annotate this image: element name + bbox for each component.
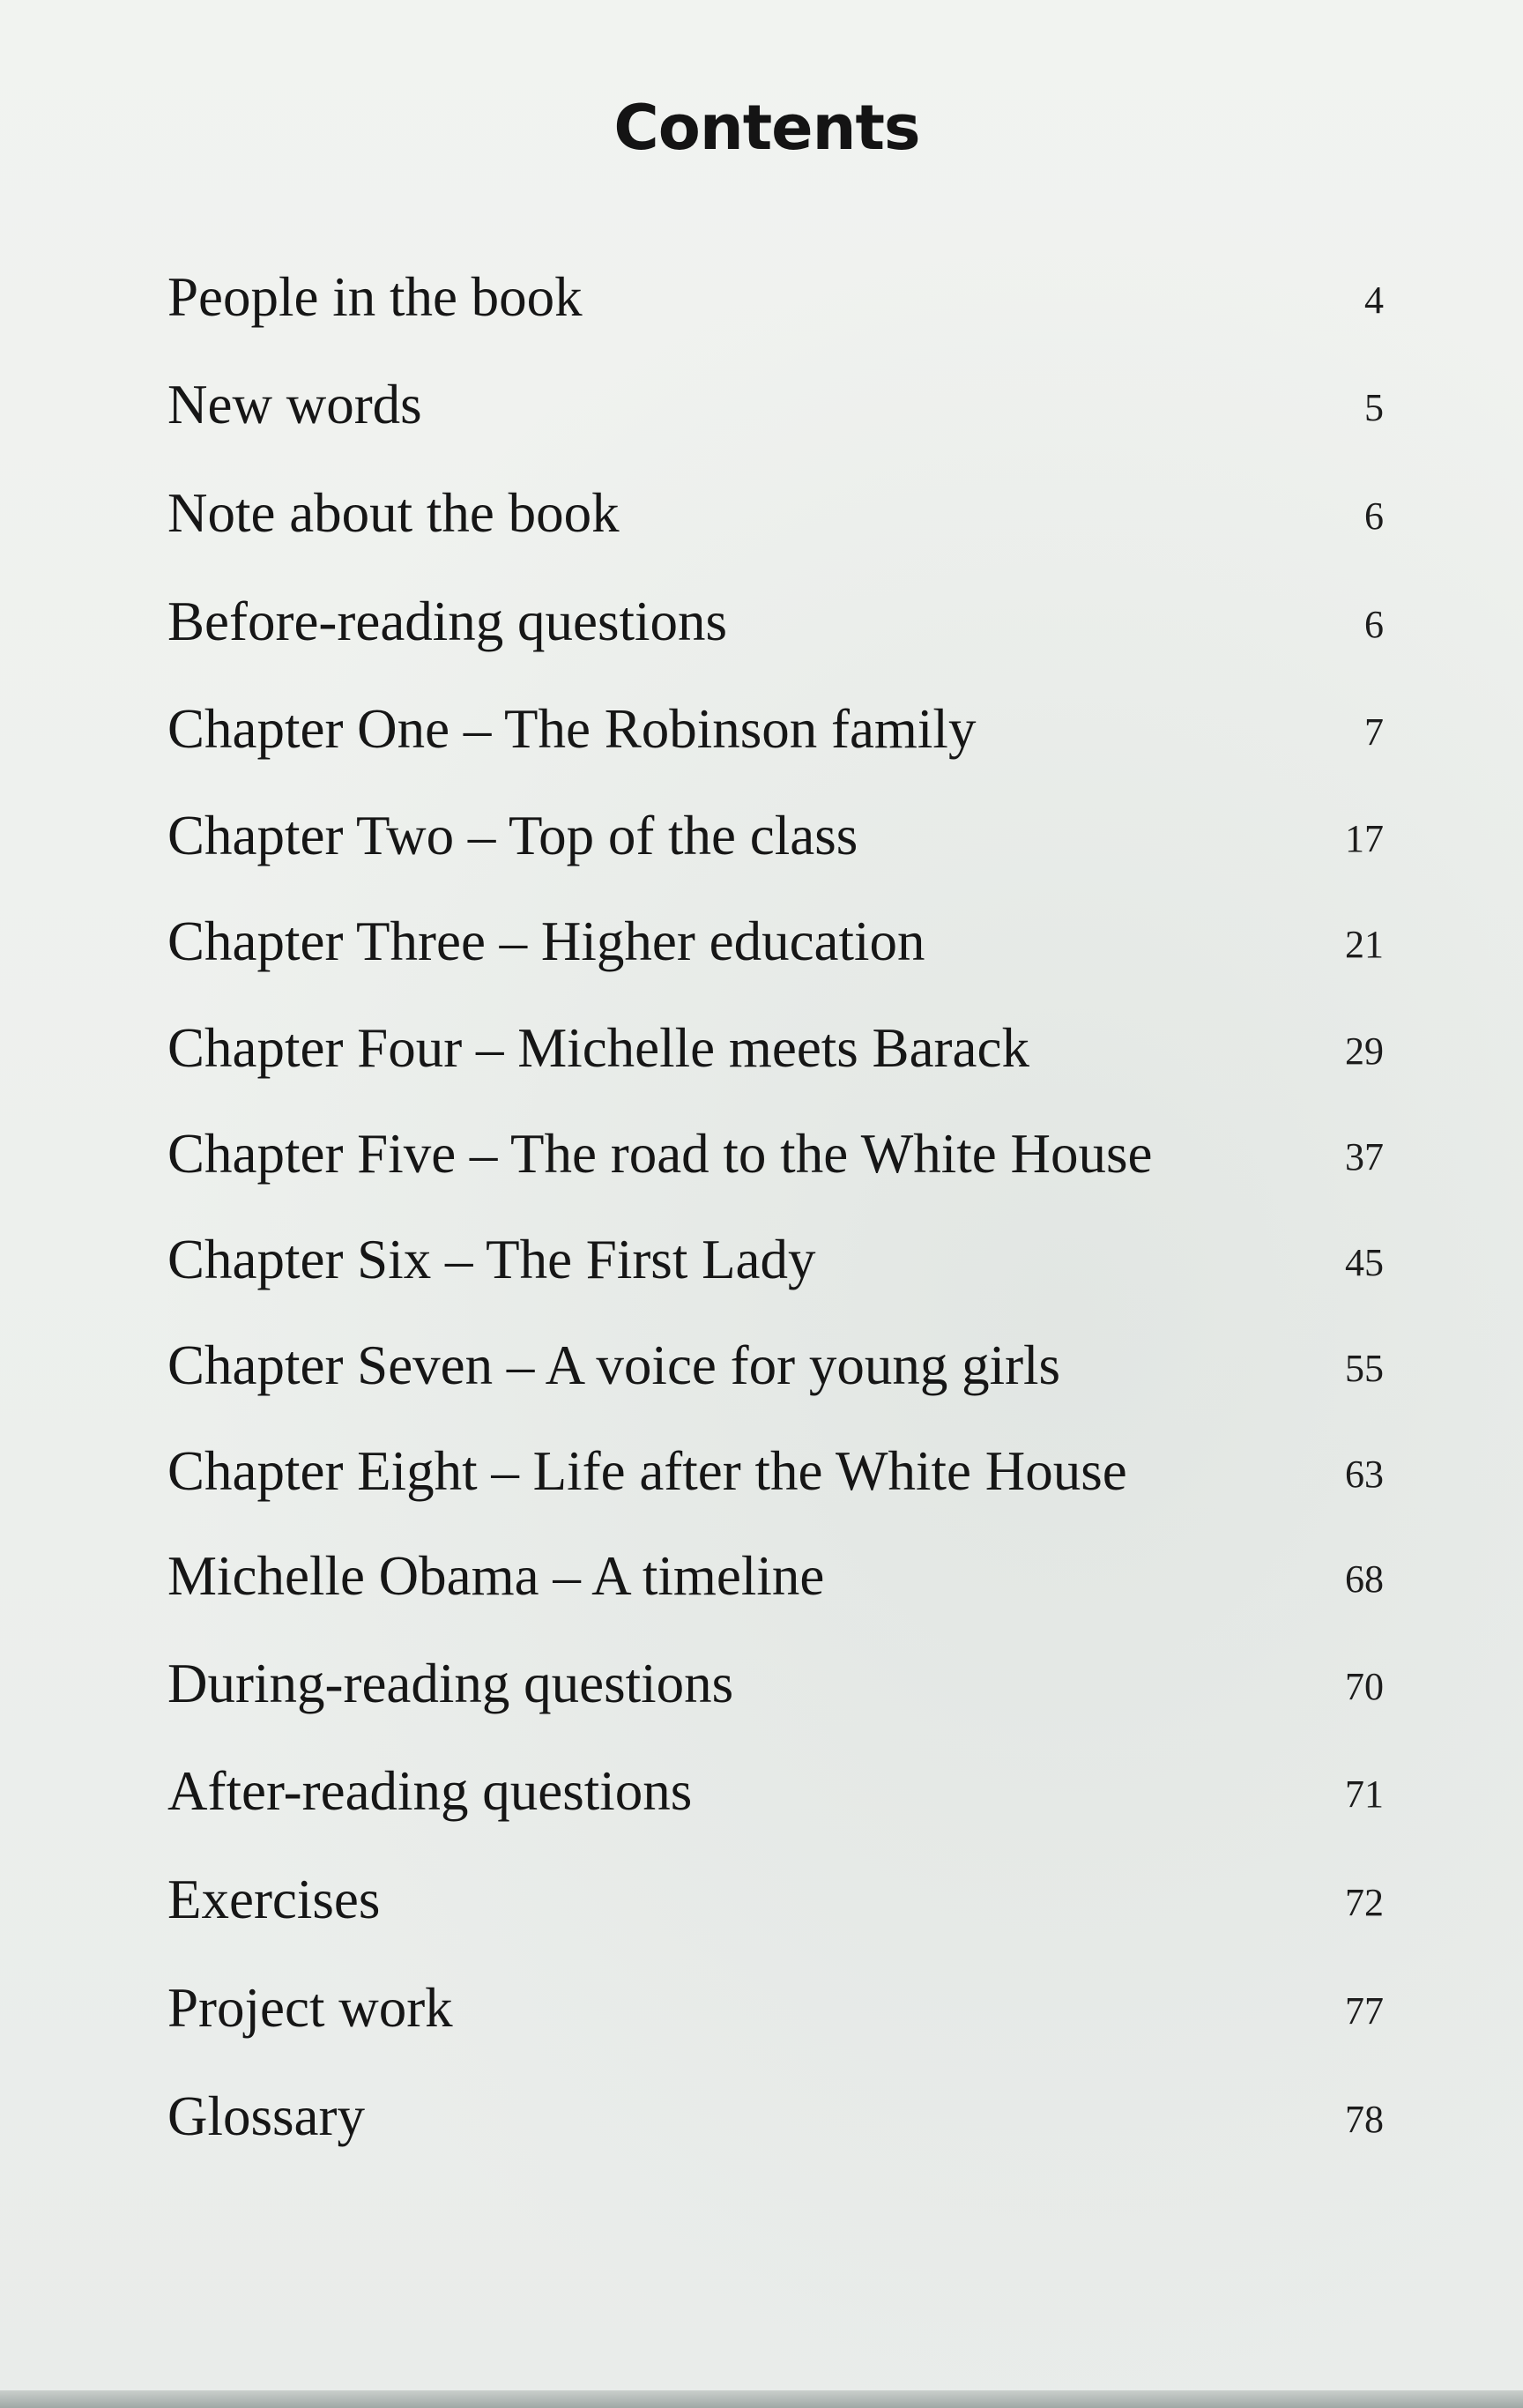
toc-entry bbox=[167, 365, 1384, 444]
toc-entry bbox=[167, 1536, 1384, 1616]
toc-entry bbox=[167, 796, 1384, 875]
toc-entry-title: Chapter Four – Michelle meets Barack bbox=[167, 1017, 1029, 1079]
toc-entry-page: 68 bbox=[1345, 1557, 1384, 1601]
toc-entry bbox=[167, 473, 1384, 553]
toc-entry bbox=[167, 257, 1384, 337]
toc-entry-page: 78 bbox=[1345, 2098, 1384, 2141]
toc-entry-title: After-reading questions bbox=[167, 1760, 693, 1822]
toc-entry-title: Chapter One – The Robinson family bbox=[167, 698, 977, 760]
toc-entry-title: Chapter Two – Top of the class bbox=[167, 805, 858, 866]
toc-entry bbox=[167, 1860, 1384, 1939]
toc-entry-page: 37 bbox=[1345, 1135, 1384, 1178]
toc-entry bbox=[167, 689, 1384, 769]
toc-entry-page: 45 bbox=[1345, 1241, 1384, 1284]
toc-entry-page: 55 bbox=[1345, 1347, 1384, 1390]
toc-entry-title: During-reading questions bbox=[167, 1653, 734, 1714]
toc-entry-title: Chapter Five – The road to the White House bbox=[167, 1123, 1153, 1185]
toc-entry bbox=[167, 902, 1384, 981]
toc-entry-page: 6 bbox=[1364, 494, 1384, 538]
page-title: Contents bbox=[613, 92, 920, 164]
toc-entry-title: People in the book bbox=[167, 266, 583, 328]
toc-entry bbox=[167, 1751, 1384, 1831]
page-bottom-edge bbox=[0, 2390, 1523, 2408]
toc-entry bbox=[167, 1326, 1384, 1405]
toc-entry-page: 21 bbox=[1345, 923, 1384, 966]
toc-entry-title: Chapter Seven – A voice for young girls bbox=[167, 1334, 1061, 1396]
toc-entry bbox=[167, 1114, 1384, 1193]
toc-entry-title: Chapter Eight – Life after the White House bbox=[167, 1440, 1127, 1502]
toc-entry-page: 29 bbox=[1345, 1029, 1384, 1073]
toc-entry-page: 5 bbox=[1364, 386, 1384, 429]
toc-entry-title: Glossary bbox=[167, 2085, 365, 2147]
toc-entry bbox=[167, 2077, 1384, 2156]
toc-entry bbox=[167, 1008, 1384, 1088]
toc-entry-title: Chapter Three – Higher education bbox=[167, 910, 925, 972]
toc-entry bbox=[167, 1431, 1384, 1511]
toc-entry-page: 72 bbox=[1345, 1881, 1384, 1924]
toc-entry bbox=[167, 1220, 1384, 1299]
toc-entry-page: 77 bbox=[1345, 1989, 1384, 2033]
toc-entry-title: New words bbox=[167, 374, 422, 435]
toc-entry-title: Exercises bbox=[167, 1869, 381, 1930]
toc-entry-title: Note about the book bbox=[167, 482, 620, 544]
toc-entry bbox=[167, 582, 1384, 661]
toc-entry-page: 17 bbox=[1345, 817, 1384, 860]
toc-entry-title: Before-reading questions bbox=[167, 591, 728, 652]
toc-entry-title: Chapter Six – The First Lady bbox=[167, 1229, 816, 1290]
toc-entry bbox=[167, 1968, 1384, 2048]
toc-entry-page: 7 bbox=[1364, 710, 1384, 754]
toc-entry-page: 4 bbox=[1364, 279, 1384, 322]
toc-entry-page: 63 bbox=[1345, 1453, 1384, 1496]
toc-entry-title: Michelle Obama – A timeline bbox=[167, 1545, 825, 1607]
toc-entry bbox=[167, 1644, 1384, 1723]
toc-entry-page: 6 bbox=[1364, 603, 1384, 646]
toc-entry-page: 71 bbox=[1345, 1773, 1384, 1816]
toc-entry-title: Project work bbox=[167, 1977, 453, 2039]
toc-entry-page: 70 bbox=[1345, 1665, 1384, 1708]
